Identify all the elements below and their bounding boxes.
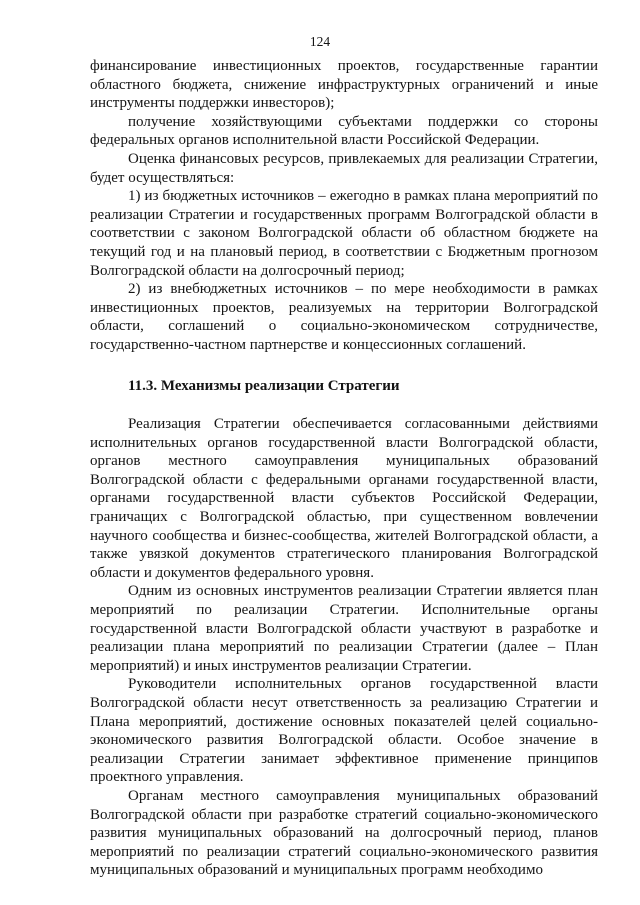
paragraph: Оценка финансовых ресурсов, привлекаемых для реализации Стратегии, будет осуществляться: (90, 150, 598, 186)
paragraph: 1) из бюджетных источников – ежегодно в рамках плана мероприятий по реализации Стратегии и государственных программ Волгоградской области в соответствии с законом Волгоградской области об областном бюджете на текущий год и на плановый период, в соответствии с Бюджетным прогнозом Волгоградской области на долгосрочный период; (90, 188, 598, 279)
paragraph: Одним из основных инструментов реализации Стратегии является план мероприятий по реализации Стратегии. Исполнительные органы государственной власти Волгоградской области участвуют в разработке и реализации плана мероприятий по реализации Стратегии (далее – План мероприятий) и иных инструментов реализации Стратегии. (90, 583, 598, 674)
paragraph: финансирование инвестиционных проектов, государственные гарантии областного бюджета, снижение инфраструктурных ограничений и иные инструменты поддержки инвесторов); (90, 58, 598, 112)
paragraph: получение хозяйствующими субъектами поддержки со стороны федеральных органов исполнительной власти Российской Федерации. (90, 113, 598, 149)
section-heading: 11.3. Механизмы реализации Стратегии (128, 377, 400, 394)
paragraph: Руководители исполнительных органов государственной власти Волгоградской области несут ответственность за реализацию Стратегии и Плана мероприятий, достижение основных показателей целей социально-экономического развития Волгоградской области. Особое значение в реализации Стратегии занимает эффективное применение принципов проектного управления. (90, 676, 598, 786)
document-body (90, 57, 598, 880)
paragraph: 2) из внебюджетных источников – по мере необходимости в рамках инвестиционных проектов, реализуемых на территории Волгоградской области, соглашений о социально-экономическом сотрудничестве, государственно-частном партнерстве и концессионных соглашений. (90, 281, 598, 353)
paragraph: Органам местного самоуправления муниципальных образований Волгоградской области при разработке стратегий социально-экономического развития муниципальных образований на долгосрочный период, планов мероприятий по реализации стратегий социально-экономического развития муниципальных образований и муниципальных программ необходимо (90, 787, 598, 879)
page-number: 124 (309, 34, 331, 49)
paragraph: Реализация Стратегии обеспечивается согласованными действиями исполнительных органов государственной власти Волгоградской области, органов местного самоуправления муниципальных образований Волгоградской области с федеральными органами государственной власти, органами государственной власти субъектов Российской Федерации, граничащих с Волгоградской областью, при существенном вовлечении научного сообщества и бизнес-сообщества, жителей Волгоградской области, а также увязкой документов стратегического планирования Волгоградской области и документов федерального уровня. (90, 416, 598, 581)
